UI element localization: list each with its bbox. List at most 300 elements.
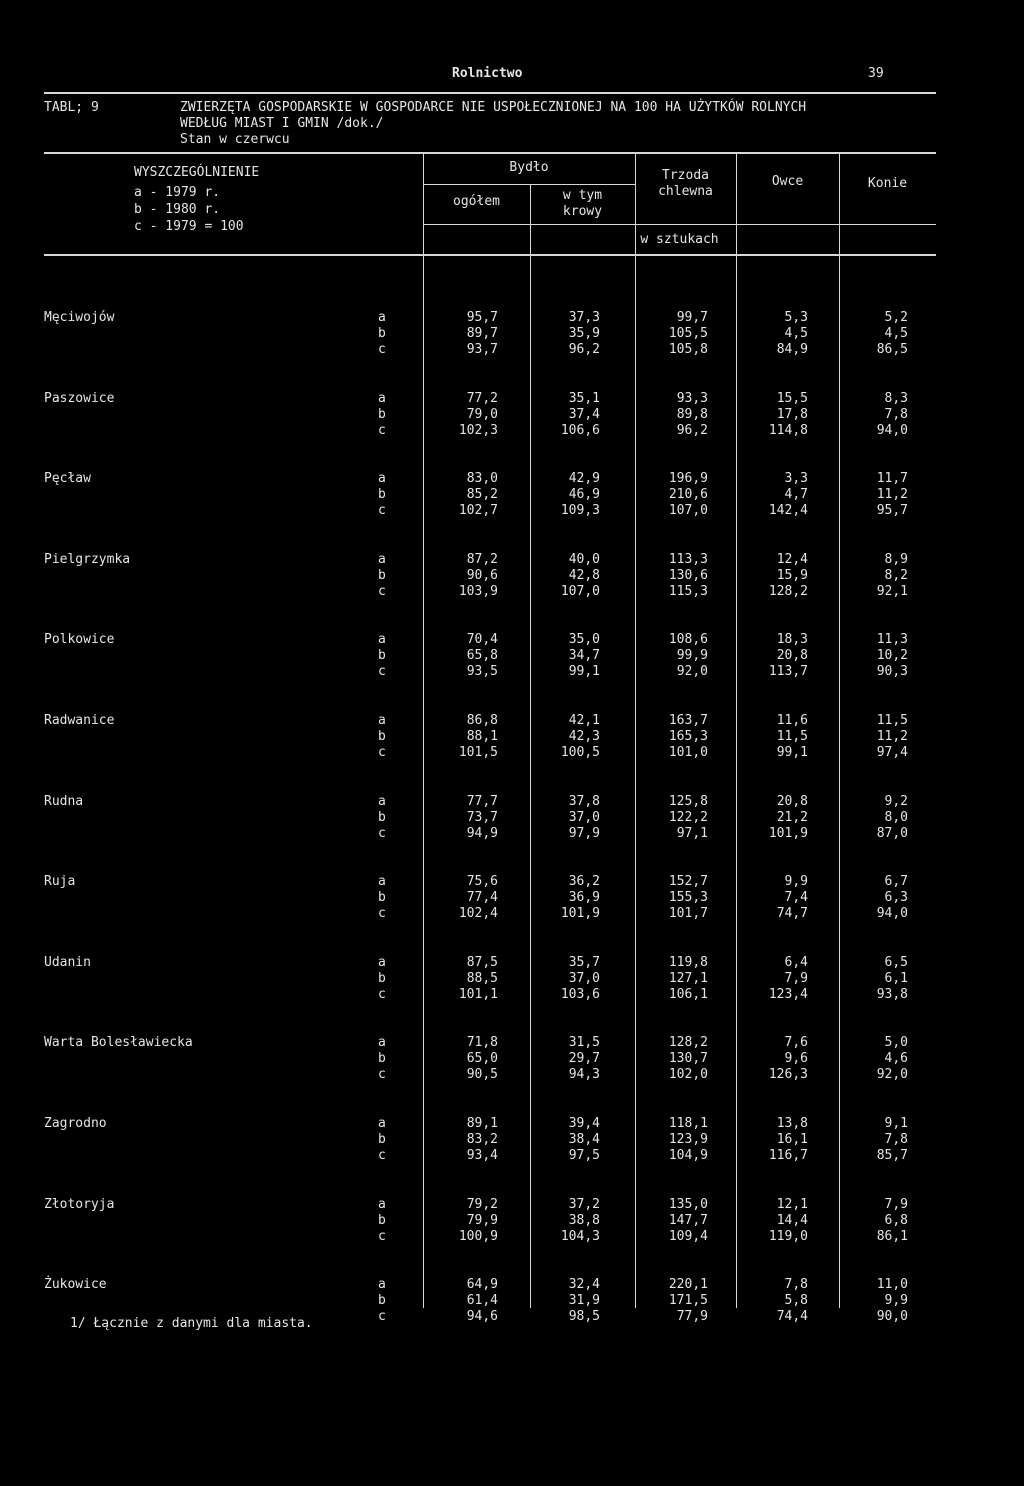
cell-owce: [708, 1197, 808, 1245]
value-c: 99,1: [776, 745, 808, 760]
value-c: 93,4: [466, 1148, 498, 1163]
value-b: 37,4: [568, 406, 600, 422]
header-top-rule: [44, 152, 936, 154]
legend-heading: WYSZCZEGÓLNIENIE: [134, 165, 260, 180]
value-a: 12,1: [776, 1196, 808, 1212]
value-b: 130,6: [668, 567, 708, 583]
footnote: 1/ Łącznie z danymi dla miasta.: [70, 1316, 313, 1331]
value-b: 11,2: [876, 729, 908, 744]
value-b: 155,3: [668, 890, 708, 906]
value-a: 64,9: [466, 1277, 498, 1293]
value-b: 4,7: [784, 487, 808, 503]
cell-bydlo-ogolem: [398, 1035, 498, 1083]
value-a: 95,7: [466, 310, 498, 325]
row-letter: c: [378, 342, 386, 357]
cell-bydlo-krowy: [500, 471, 600, 519]
top-rule: [44, 92, 936, 94]
cell-owce: [708, 391, 808, 439]
value-b: 17,8: [776, 406, 808, 422]
value-b: 8,2: [884, 567, 908, 583]
cell-trzoda: [608, 794, 708, 842]
value-a: 42,9: [568, 471, 600, 487]
row-letter: b: [378, 970, 386, 986]
row-letters: [378, 552, 398, 600]
value-c: 98,5: [568, 1309, 600, 1325]
value-c: 90,3: [876, 664, 908, 680]
value-c: 96,2: [568, 342, 600, 357]
row-label: Pielgrzymka: [44, 551, 131, 567]
value-a: 119,8: [668, 954, 708, 970]
value-b: 11,5: [776, 729, 808, 744]
row-letters: [378, 874, 398, 922]
cell-owce: [708, 713, 808, 761]
row-letter: b: [378, 648, 386, 664]
table-row: [0, 1116, 1024, 1164]
value-b: 42,3: [568, 729, 600, 744]
cell-trzoda: [608, 391, 708, 439]
value-b: 4,6: [884, 1051, 908, 1067]
value-a: 12,4: [776, 551, 808, 567]
value-a: 196,9: [668, 471, 708, 487]
value-b: 7,8: [884, 1132, 908, 1147]
cell-trzoda: [608, 310, 708, 358]
cell-bydlo-krowy: [500, 713, 600, 761]
value-b: 9,6: [784, 1051, 808, 1067]
row-letters: [378, 1116, 398, 1164]
row-letter: a: [378, 1196, 386, 1212]
cell-bydlo-ogolem: [398, 1277, 498, 1325]
value-a: 32,4: [568, 1277, 600, 1293]
value-b: 105,5: [668, 326, 708, 341]
value-a: 35,1: [568, 390, 600, 406]
value-b: 61,4: [466, 1293, 498, 1309]
legend-b: b - 1980 r.: [134, 202, 221, 217]
row-letters: [378, 1035, 398, 1083]
value-b: 8,0: [884, 809, 908, 825]
cell-bydlo-ogolem: [398, 391, 498, 439]
header-bottom-rule: [44, 254, 936, 256]
value-c: 74,7: [776, 906, 808, 922]
cell-bydlo-krowy: [500, 1197, 600, 1245]
value-b: 65,8: [466, 648, 498, 664]
row-label: Udanin: [44, 954, 91, 970]
value-b: 34,7: [568, 648, 600, 664]
value-c: 106,1: [668, 986, 708, 1002]
cell-konie: [808, 955, 908, 1003]
table-row: [0, 874, 1024, 922]
value-c: 109,4: [668, 1228, 708, 1244]
value-b: 7,9: [784, 970, 808, 986]
value-c: 90,0: [876, 1309, 908, 1325]
table-label: TABL; 9: [44, 100, 99, 115]
value-b: 88,5: [466, 970, 498, 986]
value-c: 95,7: [876, 503, 908, 519]
cell-bydlo-ogolem: [398, 713, 498, 761]
row-letters: [378, 471, 398, 519]
cell-bydlo-ogolem: [398, 310, 498, 358]
value-b: 123,9: [668, 1132, 708, 1147]
cell-trzoda: [608, 1277, 708, 1325]
value-a: 77,7: [466, 793, 498, 809]
value-b: 29,7: [568, 1051, 600, 1067]
header-konie: Konie: [867, 176, 908, 191]
value-a: 87,5: [466, 954, 498, 970]
row-letter: b: [378, 729, 386, 744]
value-a: 83,0: [466, 471, 498, 487]
value-a: 7,8: [784, 1277, 808, 1293]
row-letter: c: [378, 422, 386, 438]
row-label: Polkowice: [44, 632, 115, 648]
value-c: 92,1: [876, 583, 908, 599]
row-label: Zagrodno: [44, 1116, 107, 1131]
row-letters: [378, 1197, 398, 1245]
value-c: 86,1: [876, 1228, 908, 1244]
value-b: 20,8: [776, 648, 808, 664]
cell-konie: [808, 794, 908, 842]
value-c: 102,0: [668, 1067, 708, 1083]
row-letter: b: [378, 487, 386, 503]
value-b: 88,1: [466, 729, 498, 744]
table-row: [0, 1197, 1024, 1245]
row-letter: a: [378, 1277, 386, 1293]
value-c: 97,5: [568, 1148, 600, 1163]
value-b: 38,4: [568, 1132, 600, 1147]
value-c: 99,1: [568, 664, 600, 680]
value-a: 135,0: [668, 1196, 708, 1212]
value-a: 5,2: [884, 310, 908, 325]
value-c: 92,0: [876, 1067, 908, 1083]
row-letter: c: [378, 745, 386, 760]
row-label: Męciwojów: [44, 310, 115, 325]
cell-konie: [808, 471, 908, 519]
value-a: 152,7: [668, 874, 708, 890]
value-b: 89,8: [676, 406, 708, 422]
value-c: 113,7: [768, 664, 808, 680]
row-letter: b: [378, 1132, 386, 1147]
value-b: 90,6: [466, 567, 498, 583]
value-b: 65,0: [466, 1051, 498, 1067]
row-letter: a: [378, 874, 386, 890]
cell-konie: [808, 632, 908, 680]
cell-bydlo-ogolem: [398, 1116, 498, 1164]
value-a: 71,8: [466, 1035, 498, 1051]
value-b: 35,9: [568, 326, 600, 341]
legend-c: c - 1979 = 100: [134, 219, 244, 234]
value-b: 37,0: [568, 809, 600, 825]
cell-trzoda: [608, 632, 708, 680]
value-b: 6,8: [884, 1212, 908, 1228]
value-c: 102,3: [458, 422, 498, 438]
cell-bydlo-ogolem: [398, 632, 498, 680]
value-b: 31,9: [568, 1293, 600, 1309]
row-letter: a: [378, 471, 386, 487]
header-bydlo: Bydło: [509, 160, 549, 175]
value-b: 85,2: [466, 487, 498, 503]
legend-a: a - 1979 r.: [134, 185, 221, 200]
value-c: 92,0: [676, 664, 708, 680]
cell-konie: [808, 713, 908, 761]
value-a: 3,3: [784, 471, 808, 487]
value-b: 77,4: [466, 890, 498, 906]
value-c: 105,8: [668, 342, 708, 357]
cell-konie: [808, 1197, 908, 1245]
value-c: 96,2: [676, 422, 708, 438]
value-a: 108,6: [668, 632, 708, 648]
header-ogolem: ogółem: [453, 194, 500, 209]
cell-bydlo-krowy: [500, 391, 600, 439]
value-b: 10,2: [876, 648, 908, 664]
value-c: 101,9: [560, 906, 600, 922]
value-b: 79,0: [466, 406, 498, 422]
table-row: [0, 1035, 1024, 1083]
value-a: 5,3: [784, 310, 808, 325]
value-a: 99,7: [676, 310, 708, 325]
row-label: Pęcław: [44, 471, 91, 487]
value-a: 5,0: [884, 1035, 908, 1051]
table-row: [0, 391, 1024, 439]
cell-bydlo-ogolem: [398, 552, 498, 600]
value-a: 15,5: [776, 390, 808, 406]
header-trzoda: [635, 168, 736, 200]
value-a: 37,2: [568, 1196, 600, 1212]
header-unit: w sztukach: [640, 232, 719, 247]
value-b: 4,5: [784, 326, 808, 341]
cell-konie: [808, 874, 908, 922]
value-c: 104,9: [668, 1148, 708, 1163]
cell-konie: [808, 310, 908, 358]
value-c: 123,4: [768, 986, 808, 1002]
value-a: 70,4: [466, 632, 498, 648]
row-letter: a: [378, 713, 386, 728]
table-subtitle: WEDŁUG MIAST I GMIN /dok./: [180, 116, 384, 131]
value-a: 79,2: [466, 1196, 498, 1212]
cell-trzoda: [608, 552, 708, 600]
cell-konie: [808, 391, 908, 439]
value-a: 125,8: [668, 793, 708, 809]
cell-owce: [708, 794, 808, 842]
value-c: 74,4: [776, 1309, 808, 1325]
cell-bydlo-ogolem: [398, 794, 498, 842]
row-letters: [378, 1277, 398, 1325]
value-b: 6,3: [884, 890, 908, 906]
row-label: Żukowice: [44, 1277, 107, 1293]
value-a: 9,2: [884, 793, 908, 809]
value-a: 7,6: [784, 1035, 808, 1051]
value-a: 8,3: [884, 390, 908, 406]
page-number: 39: [868, 66, 884, 81]
cell-bydlo-krowy: [500, 552, 600, 600]
value-c: 94,0: [876, 422, 908, 438]
value-b: 11,2: [876, 487, 908, 503]
cell-trzoda: [608, 955, 708, 1003]
value-c: 77,9: [676, 1309, 708, 1325]
value-b: 122,2: [668, 809, 708, 825]
cell-bydlo-krowy: [500, 632, 600, 680]
row-letter: b: [378, 1051, 386, 1067]
row-letter: c: [378, 906, 386, 922]
value-a: 11,7: [876, 471, 908, 487]
row-letter: b: [378, 326, 386, 341]
value-c: 85,7: [876, 1148, 908, 1163]
row-letters: [378, 632, 398, 680]
value-a: 118,1: [668, 1116, 708, 1131]
value-a: 220,1: [668, 1277, 708, 1293]
row-letter: c: [378, 986, 386, 1002]
value-c: 102,7: [458, 503, 498, 519]
row-letter: b: [378, 809, 386, 825]
value-c: 84,9: [776, 342, 808, 357]
table-row: [0, 713, 1024, 761]
value-b: 21,2: [776, 809, 808, 825]
value-c: 115,3: [668, 583, 708, 599]
value-a: 77,2: [466, 390, 498, 406]
value-b: 89,7: [466, 326, 498, 341]
value-c: 142,4: [768, 503, 808, 519]
value-c: 126,3: [768, 1067, 808, 1083]
value-a: 36,2: [568, 874, 600, 890]
value-a: 39,4: [568, 1116, 600, 1131]
value-b: 83,2: [466, 1132, 498, 1147]
table-row: [0, 552, 1024, 600]
table-row: [0, 794, 1024, 842]
value-a: 6,5: [884, 954, 908, 970]
page-header: [0, 66, 1024, 86]
value-b: 99,9: [676, 648, 708, 664]
value-c: 101,5: [458, 745, 498, 760]
table-row: [0, 632, 1024, 680]
row-letter: a: [378, 390, 386, 406]
value-a: 6,7: [884, 874, 908, 890]
value-c: 101,0: [668, 745, 708, 760]
cell-bydlo-ogolem: [398, 955, 498, 1003]
value-b: 171,5: [668, 1293, 708, 1309]
value-c: 104,3: [560, 1228, 600, 1244]
value-b: 147,7: [668, 1212, 708, 1228]
cell-konie: [808, 1035, 908, 1083]
value-a: 20,8: [776, 793, 808, 809]
value-a: 31,5: [568, 1035, 600, 1051]
bydlo-subrule: [423, 184, 635, 185]
row-label: Rudna: [44, 793, 84, 809]
value-a: 11,5: [876, 713, 908, 728]
row-letter: b: [378, 1293, 386, 1309]
value-c: 93,5: [466, 664, 498, 680]
value-c: 97,9: [568, 825, 600, 841]
header-krowy: krowy: [562, 204, 603, 219]
row-label: Ruja: [44, 874, 76, 890]
value-b: 38,8: [568, 1212, 600, 1228]
value-a: 35,0: [568, 632, 600, 648]
cell-bydlo-ogolem: [398, 1197, 498, 1245]
value-c: 100,9: [458, 1228, 498, 1244]
value-b: 37,0: [568, 970, 600, 986]
value-b: 46,9: [568, 487, 600, 503]
value-a: 89,1: [466, 1116, 498, 1131]
row-letter: c: [378, 1309, 386, 1325]
value-b: 7,8: [884, 406, 908, 422]
row-label: Paszowice: [44, 390, 115, 406]
header-trzoda-2: chlewna: [658, 184, 713, 199]
value-b: 127,1: [668, 970, 708, 986]
cell-bydlo-ogolem: [398, 471, 498, 519]
value-c: 103,6: [560, 986, 600, 1002]
row-letter: a: [378, 793, 386, 809]
value-c: 94,9: [466, 825, 498, 841]
value-b: 14,4: [776, 1212, 808, 1228]
value-a: 37,8: [568, 793, 600, 809]
row-letter: c: [378, 1148, 386, 1163]
value-c: 106,6: [560, 422, 600, 438]
value-b: 16,1: [776, 1132, 808, 1147]
row-letter: c: [378, 503, 386, 519]
row-letter: c: [378, 825, 386, 841]
value-b: 130,7: [668, 1051, 708, 1067]
value-c: 93,8: [876, 986, 908, 1002]
value-b: 6,1: [884, 970, 908, 986]
value-c: 97,4: [876, 745, 908, 760]
value-b: 4,5: [884, 326, 908, 341]
cell-owce: [708, 310, 808, 358]
value-a: 40,0: [568, 551, 600, 567]
row-letters: [378, 310, 398, 358]
row-label: Radwanice: [44, 713, 115, 728]
value-b: 79,9: [466, 1212, 498, 1228]
cell-konie: [808, 1116, 908, 1164]
cell-owce: [708, 874, 808, 922]
value-c: 94,0: [876, 906, 908, 922]
cell-bydlo-krowy: [500, 1116, 600, 1164]
table-row: [0, 471, 1024, 519]
cell-owce: [708, 1277, 808, 1325]
row-letter: b: [378, 1212, 386, 1228]
value-a: 8,9: [884, 551, 908, 567]
cell-konie: [808, 552, 908, 600]
row-letters: [378, 955, 398, 1003]
cell-bydlo-krowy: [500, 1277, 600, 1325]
value-c: 100,5: [560, 745, 600, 760]
value-b: 15,9: [776, 567, 808, 583]
value-c: 101,9: [768, 825, 808, 841]
cell-trzoda: [608, 471, 708, 519]
value-c: 102,4: [458, 906, 498, 922]
row-letter: a: [378, 1116, 386, 1131]
cell-bydlo-krowy: [500, 874, 600, 922]
value-a: 7,9: [884, 1196, 908, 1212]
value-c: 114,8: [768, 422, 808, 438]
cell-bydlo-krowy: [500, 1035, 600, 1083]
value-a: 9,9: [784, 874, 808, 890]
value-b: 42,8: [568, 567, 600, 583]
cell-bydlo-krowy: [500, 310, 600, 358]
table-title: ZWIERZĘTA GOSPODARSKIE W GOSPODARCE NIE USPOŁECZNIONEJ NA 100 HA UŻYTKÓW ROLNYCH: [180, 100, 807, 115]
value-c: 107,0: [560, 583, 600, 599]
value-a: 37,3: [568, 310, 600, 325]
value-c: 87,0: [876, 825, 908, 841]
header-owce: Owce: [771, 174, 804, 189]
value-c: 101,7: [668, 906, 708, 922]
header-w-tym: w tym: [562, 188, 603, 203]
cell-trzoda: [608, 713, 708, 761]
cell-owce: [708, 1035, 808, 1083]
value-a: 75,6: [466, 874, 498, 890]
section-name: Rolnictwo: [452, 66, 523, 81]
value-c: 90,5: [466, 1067, 498, 1083]
value-c: 103,9: [458, 583, 498, 599]
row-letter: a: [378, 1035, 386, 1051]
row-letter: b: [378, 567, 386, 583]
value-a: 35,7: [568, 954, 600, 970]
value-c: 97,1: [676, 825, 708, 841]
